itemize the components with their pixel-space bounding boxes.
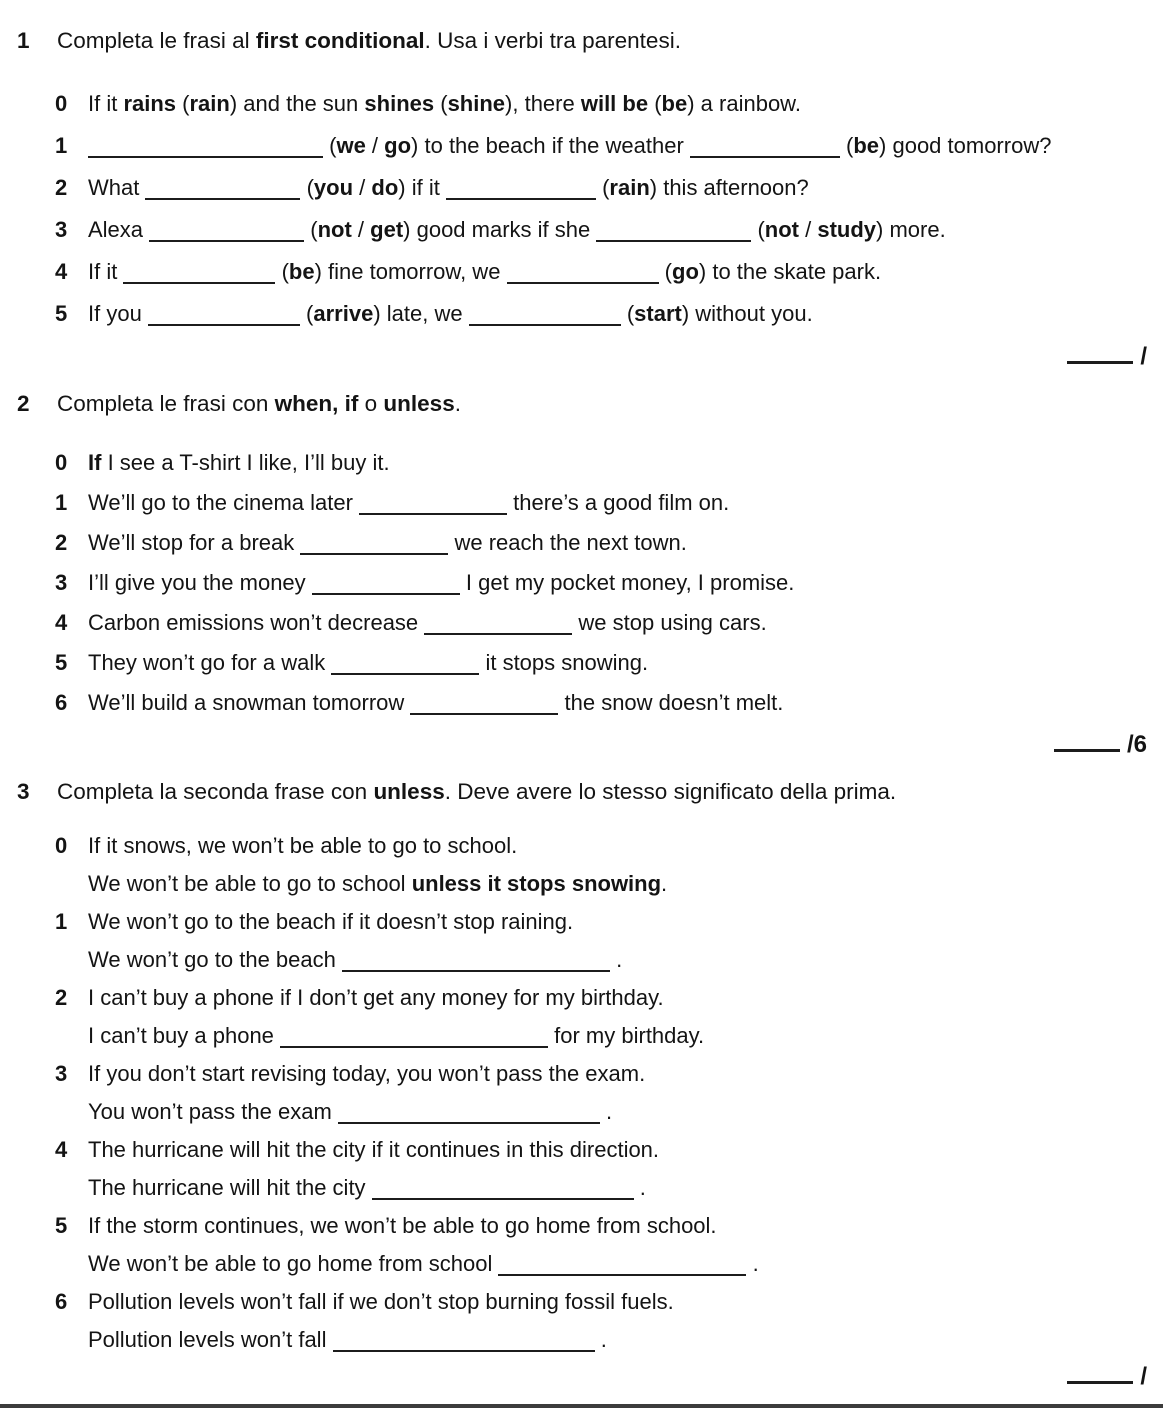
answer-blank <box>88 134 323 158</box>
exercise-2-header <box>17 389 1149 419</box>
score-label: / <box>1140 343 1147 370</box>
score-row <box>17 1359 1149 1389</box>
item-text: What (you / do) if it (rain) this afternoon? <box>88 175 809 200</box>
item-number: 5 <box>55 301 68 326</box>
answer-blank <box>596 218 751 242</box>
exercise-2-items <box>55 443 1149 723</box>
item-number: 2 <box>55 985 68 1010</box>
page-bottom-rule <box>0 1404 1163 1408</box>
exercise-title: Completa le frasi con when, if o unless. <box>57 391 461 416</box>
item-number: 1 <box>55 490 68 515</box>
item-number: 0 <box>55 833 68 858</box>
exercise-item <box>55 903 1149 979</box>
answer-blank <box>446 176 596 200</box>
score-label: /6 <box>1126 731 1147 758</box>
item-text: Alexa (not / get) good marks if she (not / study) more. <box>88 217 946 242</box>
exercise-item <box>55 827 1149 903</box>
score-row <box>17 727 1149 757</box>
item-number: 1 <box>55 909 68 934</box>
item-text: Pollution levels won’t fall if we don’t stop burning fossil fuels. Pollution levels won’t fall . <box>88 1289 674 1352</box>
item-number: 2 <box>55 530 68 555</box>
answer-blank <box>280 1024 548 1048</box>
answer-blank <box>690 134 840 158</box>
item-text: I’ll give you the money I get my pocket money, I promise. <box>88 570 795 595</box>
item-text: We’ll stop for a break we reach the next town. <box>88 530 687 555</box>
exercise-3 <box>17 777 1149 1389</box>
item-number: 5 <box>55 650 68 675</box>
answer-blank <box>359 491 507 515</box>
exercise-item <box>55 1283 1149 1359</box>
score-blank-line <box>1067 339 1133 364</box>
item-text: I can’t buy a phone if I don’t get any money for my birthday. I can’t buy a phone for my birthday. <box>88 985 705 1048</box>
exercise-item <box>55 603 1149 643</box>
answer-blank <box>507 260 659 284</box>
item-number: 4 <box>55 610 68 635</box>
exercise-item <box>55 643 1149 683</box>
exercise-item <box>55 1055 1149 1131</box>
item-number: 0 <box>55 91 68 116</box>
item-text: If I see a T-shirt I like, I’ll buy it. <box>88 450 390 475</box>
score-label: / <box>1140 1363 1147 1390</box>
exercise-title: Completa le frasi al first conditional. Usa i verbi tra parentesi. <box>57 28 681 53</box>
exercise-item <box>55 1207 1149 1283</box>
exercise-item <box>55 1131 1149 1207</box>
exercise-1-items <box>55 83 1149 335</box>
score-blank-line <box>1054 727 1120 752</box>
item-text: If it (be) fine tomorrow, we (go) to the skate park. <box>88 259 882 284</box>
exercise-item <box>55 523 1149 563</box>
item-text: We’ll build a snowman tomorrow the snow doesn’t melt. <box>88 690 784 715</box>
answer-blank <box>312 571 460 595</box>
item-number: 3 <box>55 570 68 595</box>
item-text: Carbon emissions won’t decrease we stop using cars. <box>88 610 767 635</box>
item-text: If it rains (rain) and the sun shines (shine), there will be (be) a rainbow. <box>88 91 801 116</box>
item-number: 4 <box>55 1137 68 1162</box>
exercise-title: Completa la seconda frase con unless. Deve avere lo stesso significato della prima. <box>57 779 897 804</box>
item-text: The hurricane will hit the city if it continues in this direction. The hurricane will hit the city . <box>88 1137 660 1200</box>
exercise-number: 3 <box>17 779 30 804</box>
exercise-item <box>55 443 1149 483</box>
item-number: 6 <box>55 690 68 715</box>
exercise-item <box>55 83 1149 125</box>
answer-blank <box>331 651 479 675</box>
exercise-item <box>55 209 1149 251</box>
exercise-item <box>55 483 1149 523</box>
answer-blank <box>148 302 300 326</box>
score-blank-line <box>1067 1359 1133 1384</box>
item-text: If you (arrive) late, we (start) without you. <box>88 301 813 326</box>
answer-blank <box>338 1100 600 1124</box>
item-text: (we / go) to the beach if the weather (be) good tomorrow? <box>88 125 1149 167</box>
exercise-item <box>55 683 1149 723</box>
item-number: 0 <box>55 450 68 475</box>
answer-blank <box>300 531 448 555</box>
answer-blank <box>410 691 558 715</box>
exercise-2 <box>17 389 1149 757</box>
exercise-number: 2 <box>17 391 30 416</box>
answer-blank <box>123 260 275 284</box>
item-text: If it snows, we won’t be able to go to school. We won’t be able to go to school unless it stops snowing. <box>88 833 668 896</box>
item-text: They won’t go for a walk it stops snowing. <box>88 650 649 675</box>
exercise-item <box>55 293 1149 335</box>
answer-blank <box>333 1328 595 1352</box>
answer-blank <box>424 611 572 635</box>
item-number: 6 <box>55 1289 68 1314</box>
item-text: We’ll go to the cinema later there’s a good film on. <box>88 490 730 515</box>
exercise-1-header <box>17 26 1149 56</box>
exercise-item <box>55 251 1149 293</box>
exercise-item <box>55 979 1149 1055</box>
exercise-3-header <box>17 777 1149 807</box>
answer-blank <box>145 176 300 200</box>
exercise-1 <box>17 26 1149 369</box>
item-number: 3 <box>55 1061 68 1086</box>
exercise-item <box>55 563 1149 603</box>
item-number: 5 <box>55 1213 68 1238</box>
exercise-item <box>55 167 1149 209</box>
item-number: 4 <box>55 259 68 284</box>
answer-blank <box>342 948 610 972</box>
answer-blank <box>498 1252 746 1276</box>
answer-blank <box>149 218 304 242</box>
item-text: If the storm continues, we won’t be able to go home from school. We won’t be able to go home from school . <box>88 1213 759 1276</box>
item-number: 2 <box>55 175 68 200</box>
exercise-item <box>55 125 1149 167</box>
exercise-3-items <box>55 827 1149 1359</box>
exercise-number: 1 <box>17 28 30 53</box>
answer-blank <box>469 302 621 326</box>
item-text: If you don’t start revising today, you won’t pass the exam. You won’t pass the exam . <box>88 1061 646 1124</box>
answer-blank <box>372 1176 634 1200</box>
item-text: We won’t go to the beach if it doesn’t stop raining. We won’t go to the beach . <box>88 909 623 972</box>
score-row <box>17 339 1149 369</box>
item-number: 1 <box>55 133 68 158</box>
item-number: 3 <box>55 217 68 242</box>
